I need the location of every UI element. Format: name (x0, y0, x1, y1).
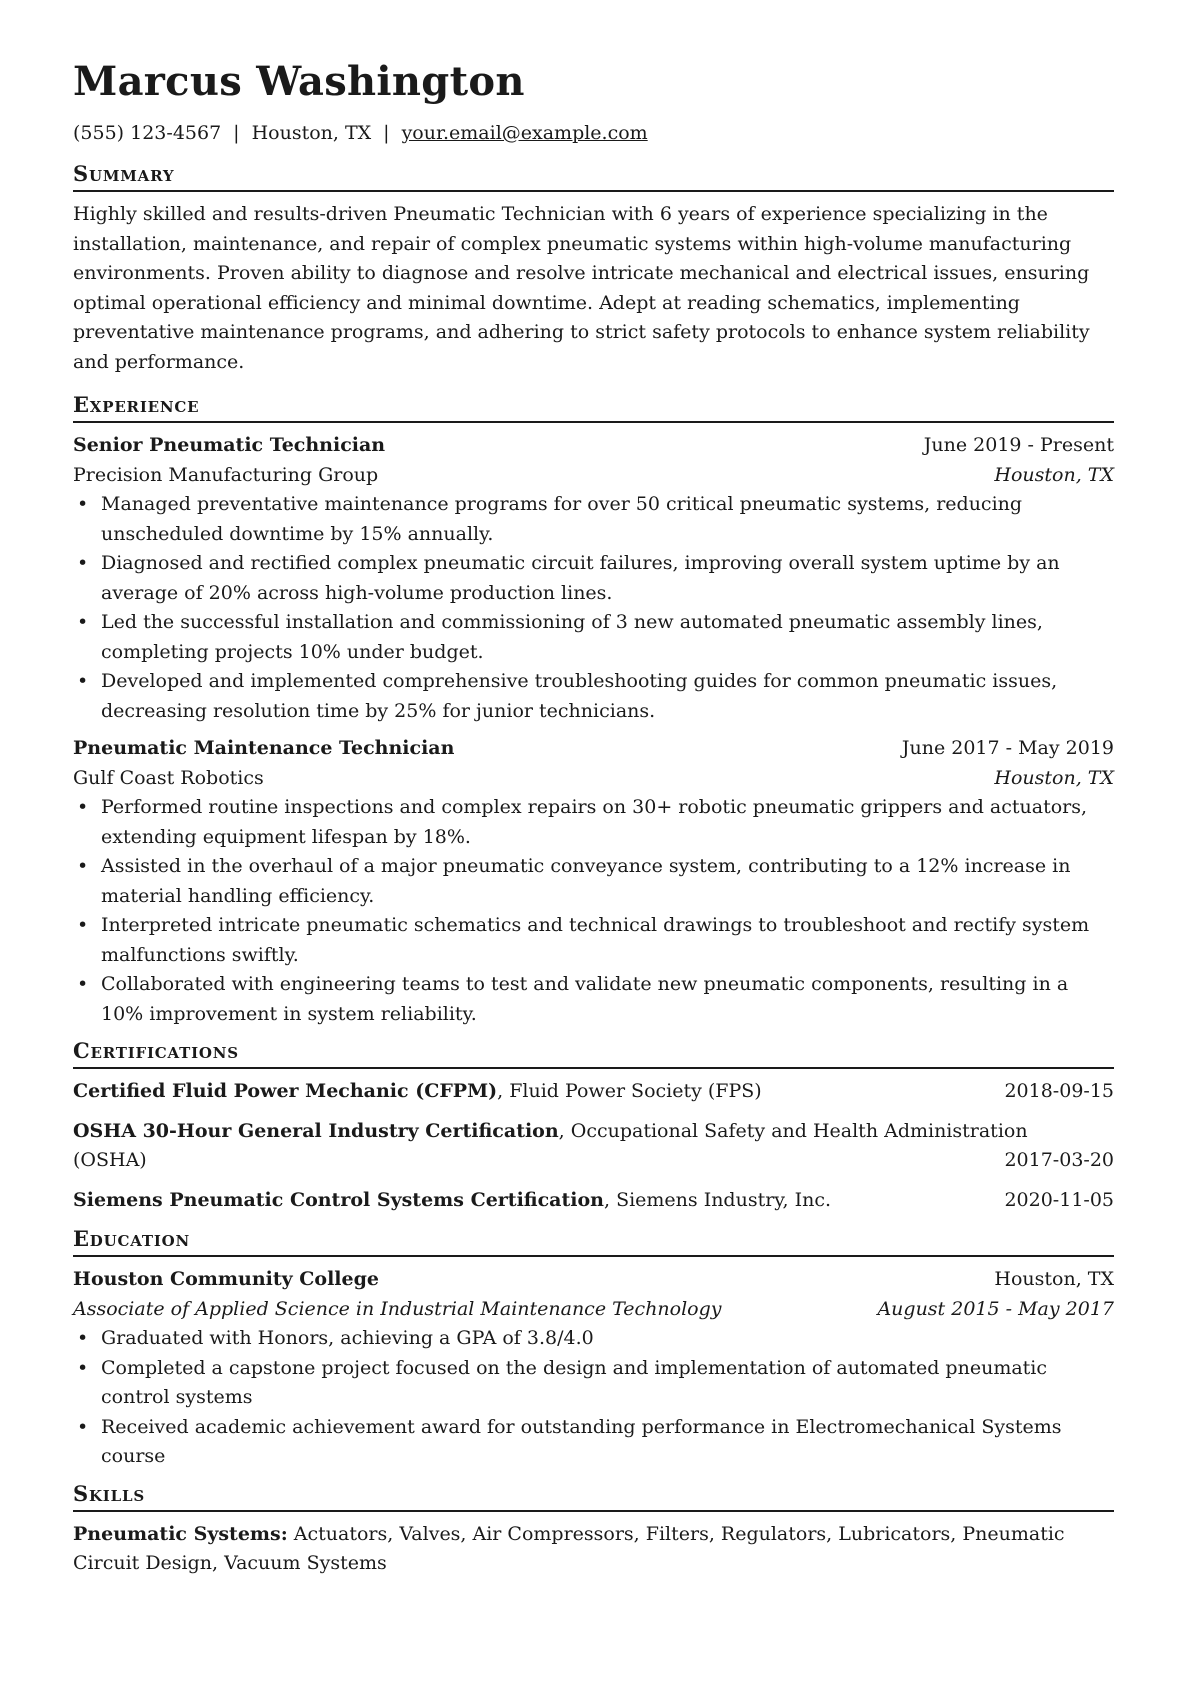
bullet-icon: • (77, 855, 89, 877)
bullet-text: Managed preventative maintenance programs for over 50 critical pneumatic systems, reducing unscheduled downtime by 15% annually. (101, 493, 1023, 545)
certification-issuer: , Fluid Power Society (FPS) (497, 1080, 762, 1102)
school-location: Houston, TX (994, 1268, 1114, 1290)
skills-section (73, 1480, 1114, 1579)
bullet-icon: • (77, 1415, 89, 1438)
bullet-text: Developed and implemented comprehensive troubleshooting guides for common pneumatic issues, decreasing resolution time by 25% for junior technicians. (101, 670, 1058, 722)
section-title-certifications: Certifications (73, 1037, 1114, 1069)
bullet-text: Performed routine inspections and complex repairs on 30+ robotic pneumatic grippers and actuators, extending equipment lifespan by 18%. (101, 796, 1088, 848)
list-item (77, 911, 1114, 970)
bullet-icon: • (77, 611, 89, 633)
bullet-text: Collaborated with engineering teams to test and validate new pneumatic components, resulting in a 10% improvement in system reliability. (101, 973, 1069, 1025)
job-entry (73, 734, 1114, 1029)
education-section (73, 1225, 1114, 1472)
job-location: Houston, TX (994, 463, 1114, 486)
job-bullets (73, 793, 1114, 1029)
bullet-icon: • (77, 973, 89, 995)
education-dates: August 2015 - May 2017 (877, 1297, 1114, 1320)
bullet-icon: • (77, 1327, 89, 1349)
location-text: Houston, TX (251, 122, 372, 144)
education-subheader (73, 1295, 1114, 1325)
certification-issuer: , Occupational Safety and Health Administration (558, 1119, 1028, 1142)
bullet-icon: • (77, 552, 89, 574)
job-company: Precision Manufacturing Group (73, 463, 379, 486)
job-role: Senior Pneumatic Technician (73, 434, 386, 456)
certification-line-cont (73, 1146, 1114, 1176)
skill-category-label: Pneumatic Systems: (73, 1522, 288, 1545)
summary-section (73, 160, 1114, 377)
list-item (77, 1413, 1114, 1472)
phone-number: (555) 123-4567 (73, 122, 222, 144)
section-title-summary: Summary (73, 160, 1114, 192)
job-dates: June 2017 - May 2019 (901, 737, 1114, 759)
job-bullets (73, 490, 1114, 726)
list-item (77, 793, 1114, 852)
bullet-icon: • (77, 914, 89, 936)
certifications-section (73, 1037, 1114, 1215)
contact-separator: | (383, 122, 390, 144)
email-link[interactable]: your.email@example.com (401, 122, 648, 144)
certification-name: OSHA 30-Hour General Industry Certification (73, 1119, 559, 1142)
certification-line (73, 1077, 1114, 1107)
certification-entry (73, 1117, 1114, 1176)
job-header (73, 734, 1114, 764)
job-company: Gulf Coast Robotics (73, 766, 264, 789)
bullet-text: Assisted in the overhaul of a major pneumatic conveyance system, contributing to a 12% increase in material handling efficiency. (101, 855, 1071, 907)
bullet-icon: • (77, 1356, 89, 1379)
list-item (77, 1354, 1114, 1413)
skill-values: Actuators, Valves, Air Compressors, Filters, Regulators, Lubricators, Pneumatic Circuit Design, Vacuum Systems (73, 1522, 1065, 1574)
job-subheader (73, 461, 1114, 491)
contact-line (73, 120, 1114, 146)
list-item (77, 970, 1114, 1029)
degree-name: Associate of Applied Science in Industrial Maintenance Technology (73, 1297, 722, 1320)
certification-name: Certified Fluid Power Mechanic (CFPM) (73, 1080, 498, 1102)
job-dates: June 2019 - Present (923, 434, 1114, 456)
education-header (73, 1265, 1114, 1295)
list-item (77, 852, 1114, 911)
contact-separator: | (233, 122, 240, 144)
experience-section (73, 391, 1114, 1029)
certification-date: 2020-11-05 (1004, 1188, 1114, 1211)
job-role: Pneumatic Maintenance Technician (73, 737, 455, 759)
bullet-text: Received academic achievement award for outstanding performance in Electromechanical Systems course (101, 1415, 1062, 1467)
certification-date: 2018-09-15 (1004, 1080, 1114, 1102)
job-header (73, 431, 1114, 461)
certification-line (73, 1117, 1114, 1147)
certification-name: Siemens Pneumatic Control Systems Certification (73, 1188, 604, 1211)
bullet-text: Led the successful installation and commissioning of 3 new automated pneumatic assembly lines, completing projects 10% under budget. (101, 611, 1043, 663)
bullet-icon: • (77, 493, 89, 515)
bullet-text: Diagnosed and rectified complex pneumatic circuit failures, improving overall system uptime by an average of 20% across high-volume production lines. (101, 552, 1060, 604)
list-item (77, 1324, 1114, 1354)
list-item (77, 549, 1114, 608)
bullet-icon: • (77, 670, 89, 692)
bullet-text: Completed a capstone project focused on the design and implementation of automated pneumatic control systems (101, 1356, 1048, 1408)
list-item (77, 608, 1114, 667)
job-location: Houston, TX (994, 766, 1114, 789)
school-name: Houston Community College (73, 1268, 379, 1290)
section-title-experience: Experience (73, 391, 1114, 423)
bullet-icon: • (77, 796, 89, 818)
certification-issuer-cont: (OSHA) (73, 1149, 147, 1171)
summary-text: Highly skilled and results-driven Pneumatic Technician with 6 years of experience specializing in the installation, maintenance, and repair of complex pneumatic systems within high-volume manufacturing environments. Proven ability to diagnose and resolve intricate mechanical and electrical issues, ensuring optimal operational efficiency and minimal downtime. Adept at reading schematics, implementing preventative maintenance programs, and adhering to strict safety protocols to enhance system reliability and performance. (73, 203, 1090, 373)
skills-line (73, 1520, 1114, 1579)
certification-entry (73, 1077, 1114, 1107)
education-bullets (73, 1324, 1114, 1472)
list-item (77, 490, 1114, 549)
section-title-skills: Skills (73, 1480, 1114, 1512)
certification-issuer: , Siemens Industry, Inc. (603, 1188, 832, 1211)
certification-date: 2017-03-20 (1004, 1149, 1114, 1171)
candidate-name: Marcus Washington (73, 58, 525, 105)
list-item (77, 667, 1114, 726)
bullet-text: Interpreted intricate pneumatic schematics and technical drawings to troubleshoot and rectify system malfunctions swiftly. (101, 914, 1090, 966)
certification-entry (73, 1186, 1114, 1216)
job-entry (73, 431, 1114, 726)
bullet-text: Graduated with Honors, achieving a GPA of 3.8/4.0 (101, 1327, 594, 1349)
job-subheader (73, 764, 1114, 794)
section-title-education: Education (73, 1225, 1114, 1257)
certification-line (73, 1186, 1114, 1216)
